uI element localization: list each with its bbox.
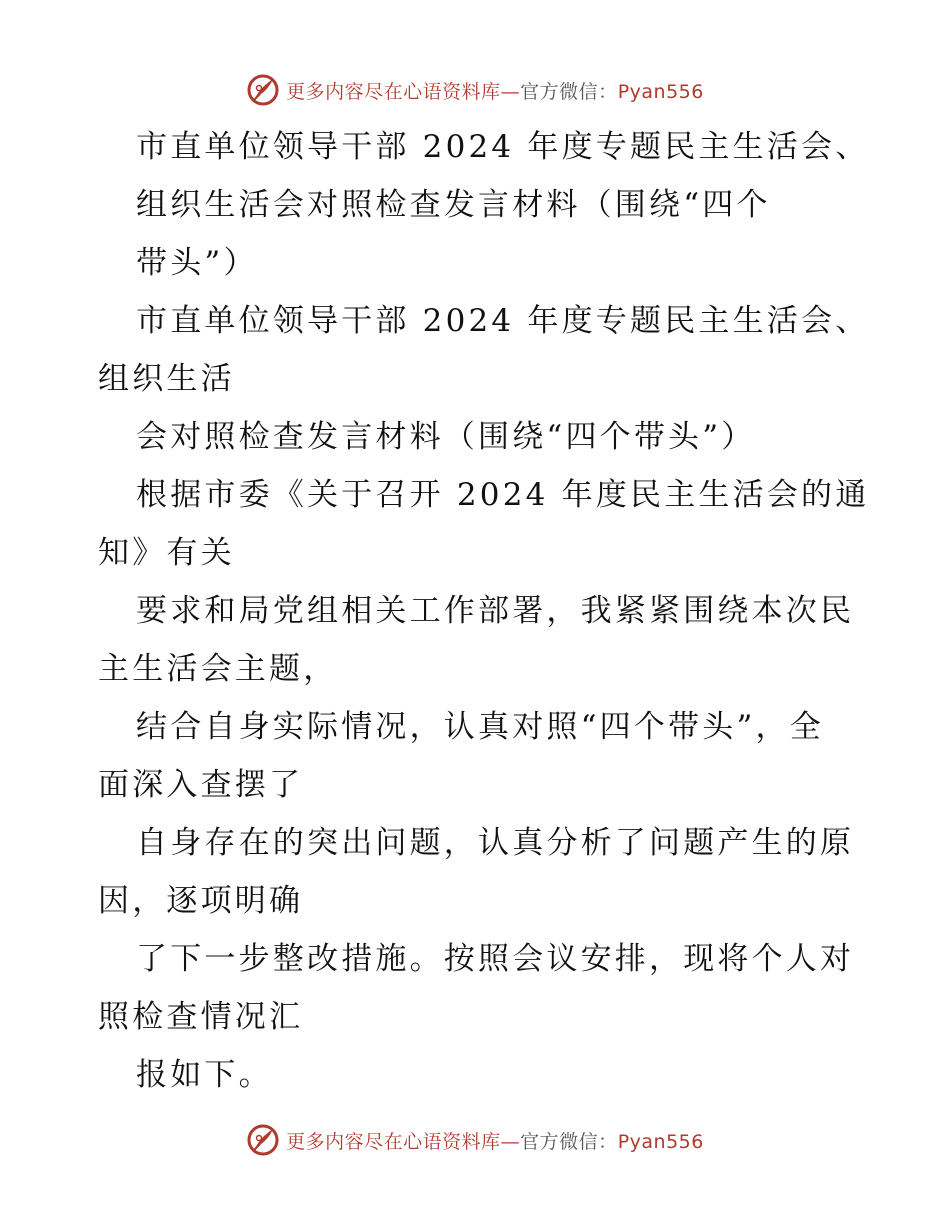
document-line: 要求和局党组相关工作部署，我紧紧围绕本次民 xyxy=(136,593,855,629)
document-line: 面深入查摆了 xyxy=(98,767,304,803)
quill-logo-icon xyxy=(246,1123,280,1157)
document-line: 主生活会主题， xyxy=(98,651,338,687)
watermark-contact-label: 官方微信： xyxy=(520,80,618,103)
watermark-text xyxy=(286,1127,704,1154)
watermark-dash: — xyxy=(500,1130,521,1153)
document-line: 报如下。 xyxy=(136,1057,273,1093)
document-line: 了下一步整改措施。按照会议安排，现将个人对 xyxy=(136,941,855,977)
document-line: 组织生活 xyxy=(98,361,235,397)
document-line: 根据市委《关于召开 2024 年度民主生活会的通 xyxy=(136,477,870,513)
watermark-contact-value: Pyan556 xyxy=(617,80,704,103)
document-body xyxy=(98,118,870,1104)
quill-logo-icon xyxy=(246,73,280,107)
document-line: 因，逐项明确 xyxy=(98,883,304,919)
document-line: 自身存在的突出问题，认真分析了问题产生的原 xyxy=(136,825,855,861)
watermark-contact-value: Pyan556 xyxy=(617,1130,704,1153)
watermark-site-text: 更多内容尽在心语资料库 xyxy=(286,1130,501,1153)
document-line: 市直单位领导干部 2024 年度专题民主生活会、 xyxy=(136,129,870,165)
document-line: 知》有关 xyxy=(98,535,235,571)
header-watermark xyxy=(0,70,950,110)
watermark-group xyxy=(246,1123,704,1157)
document-line: 结合自身实际情况，认真对照“四个带头”，全 xyxy=(136,709,824,745)
footer-watermark xyxy=(0,1120,950,1160)
document-line: 会对照检查发言材料（围绕“四个带头”） xyxy=(136,419,756,455)
watermark-contact-label: 官方微信： xyxy=(520,1130,618,1153)
watermark-text xyxy=(286,77,704,104)
watermark-site-text: 更多内容尽在心语资料库 xyxy=(286,80,501,103)
watermark-group xyxy=(246,73,704,107)
document-line: 组织生活会对照检查发言材料（围绕“四个 xyxy=(136,187,771,223)
document-line: 市直单位领导干部 2024 年度专题民主生活会、 xyxy=(136,303,870,339)
document-line: 带头”） xyxy=(136,245,258,281)
watermark-dash: — xyxy=(500,80,521,103)
document-line: 照检查情况汇 xyxy=(98,999,304,1035)
